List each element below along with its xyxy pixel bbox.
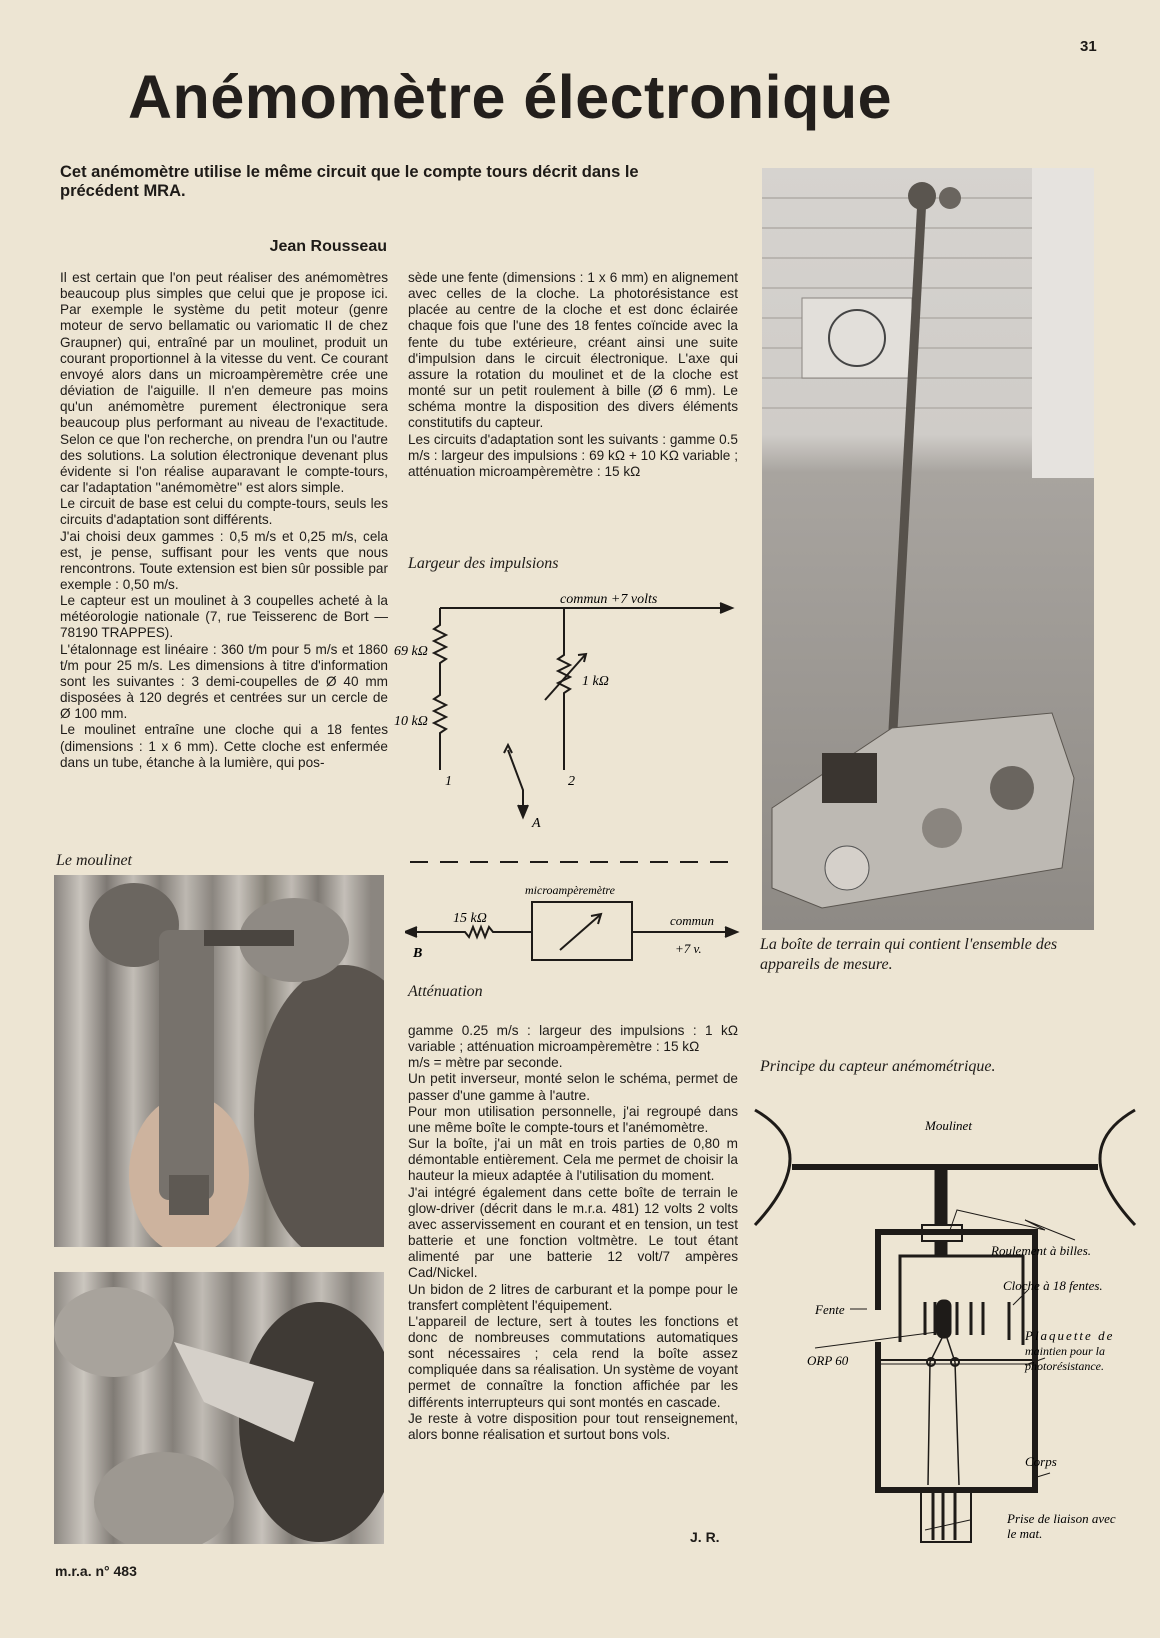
paragraph: Sur la boîte, j'ai un mât en trois parties de 0,80 m démontable entièrement. Cela me permet de choisir la hauteur la mieux adaptée à l'utilisation du moment. [408,1136,738,1184]
page-number: 31 [1080,38,1097,55]
text-column-2-bottom [408,1023,738,1443]
paragraph: Le capteur est un moulinet à 3 coupelles acheté à la météorologie nationale (7, rue Teisserenc de Bort — 78190 TRAPPES). [60,593,388,641]
paragraph: J'ai intégré également dans cette boîte de terrain le glow-driver (décrit dans le m.r.a. 481) 12 volts 2 volts avec asservissement en courant et en tension, un test batterie et une fonction voltmètre. Le tout étant alimenté par une batterie 12 volt/7 ampères Cad/Nickel. [408,1184,738,1281]
circuit-largeur-diagram [390,575,740,875]
left-cup [755,1110,790,1225]
author: Jean Rousseau [269,238,387,255]
paragraph: Le circuit de base est celui du compte-tours, seuls les circuits d'adaptation sont différents. [60,496,388,528]
label-prise-1: Prise de liaison avec [1007,1511,1116,1526]
paragraph: Il est certain que l'on peut réaliser des anémomètres beaucoup plus simples que celui que je propose ici. Par exemple le système du petit moteur (genre moteur de servo bellamatic ou variomatic II de chez Graupner) qui, entraîné par un moulinet, produit un courant proportionnel à la vitesse du vent. Ce courant envoyé alors dans un microampèremètre crée une déviation de l'aiguille. Il n'en demeure pas moins qu'un anémomètre purement électronique sera beaucoup plus performant au niveau de l'exactitude. Selon ce que l'on recherche, on prendra l'un ou l'autre des solutions. La solution électronique devenant plus évidente si l'on réalise auparavant le compte-tours, car l'adaptation ''anémomètre'' est alors simple. [60,270,388,496]
arrow-head [720,603,732,613]
photo-coupelles [54,1272,384,1544]
label-fente: Fente [815,1302,845,1317]
label-roulement: Roulement à billes. [991,1243,1092,1258]
label-pot: 1 kΩ [582,674,609,689]
label-plus: +7 v. [675,941,702,956]
paragraph: Le moulinet entraîne une cloche qui a 18 fentes (dimensions : 1 x 6 mm). Cette cloche est enfermée dans un tube, étanche à la lumière, qui pos- [60,722,388,770]
paragraph: L'appareil de lecture, sert à toutes les fonctions et donc de nombreuses commutations automatiques sont nécessaires ; cela rend la boîte assez compliquée dans sa réalisation. Un système de voyant permet de connaître la fonction affichée par les différents interrupteurs qui sont montés en cascade. [408,1313,738,1410]
paragraph: J'ai choisi deux gammes : 0,5 m/s et 0,25 m/s, cela est, je pense, suffisant pour les vents que nous rencontrons. Toute extension est bien sûr possible par exemple : 0,50 m/s. [60,528,388,592]
label-cloche: Cloche à 18 fentes. [1003,1278,1103,1293]
caption-attenuation: Atténuation [408,983,483,1000]
paragraph: sède une fente (dimensions : 1 x 6 mm) en alignement avec celles de la cloche. La photorésistance est placée au centre de la cloche et est donc éclairée chaque fois que l'une des 18 fentes coïncide avec la fente du tube extérieure, créant ainsi une suite d'impulsion dans le circuit électronique. L'axe qui assure la rotation du moulinet et de la cloche est monté sur un petit roulement à bille (Ø 6 mm). Le schéma montre la disposition des divers éléments constitutifs du capteur. [408,270,738,431]
caption-largeur: Largeur des impulsions [408,555,559,572]
resistor-15k [407,927,532,937]
label-plaquette-1: Plaquette de [1025,1328,1115,1343]
label-r2: 10 kΩ [394,714,428,729]
capteur-diagram [745,1090,1145,1550]
label-plaquette-2: maintien pour la [1025,1344,1105,1358]
label-commun: commun [670,913,715,928]
circuit-attenuation-diagram [405,880,745,980]
label-switch-a: A [532,816,541,831]
right-cup [1100,1110,1135,1225]
paragraph: Un bidon de 2 litres de carburant et la pompe pour le transfert complètent l'équipement. [408,1281,738,1313]
resistor-69k [434,608,446,770]
paragraph: Pour mon utilisation personnelle, j'ai regroupé dans une même boîte le compte-tours et l'anémomètre. [408,1103,738,1135]
text-column-2-top [408,270,738,480]
field-box-photo-illustration [762,168,1094,930]
paragraph: Les circuits d'adaptation sont les suivants : gamme 0.5 m/s : largeur des impulsions : 69 kΩ + 10 KΩ variable ; atténuation microampèremètre : 15 kΩ [408,431,738,479]
label-b: B [413,946,423,961]
caption-boite: La boîte de terrain qui contient l'ensemble des appareils de mesure. [760,936,1058,973]
text-column-1 [60,270,388,771]
meter-needle [560,915,600,950]
label-commun: commun +7 volts [560,592,658,607]
cloche [900,1256,1023,1345]
label-plaquette-3: photorésistance. [1025,1359,1104,1373]
caption-moulinet: Le moulinet [56,852,132,869]
paragraph: m/s = mètre par seconde. [408,1055,563,1071]
label-r: 15 kΩ [453,911,487,926]
paragraph: Je reste à votre disposition pour tout renseignement, alors bonne réalisation et surtout bons vols. [408,1410,738,1442]
label-prise-2: le mat. [1007,1526,1043,1541]
potentiometer-1k [558,608,570,770]
signature: J. R. [690,1529,720,1545]
connector [921,1492,971,1542]
cups-photo-illustration [54,1272,384,1544]
photo-moulinet [54,875,384,1247]
article-lead: Cet anémomètre utilise le même circuit que le compte tours décrit dans le précédent MRA. [60,163,639,200]
photoresistor [937,1300,951,1338]
article-title: Anémomètre électronique [128,63,893,131]
label-meter: microampèremètre [525,883,615,897]
label-terminal-1: 1 [445,774,452,789]
caption-principe: Principe du capteur anémométrique. [760,1058,996,1075]
anemometer-photo-illustration [54,875,384,1247]
label-corps: Corps [1025,1454,1057,1469]
paragraph: L'étalonnage est linéaire : 360 t/m pour 5 m/s et 1860 t/m pour 25 m/s. Les dimensions à titre d'information sont les suivantes : 3 demi-coupelles de Ø 40 mm disposées à 120 degrés et centrées sur un cercle de Ø 100 mm. [60,641,388,722]
paragraph: gamme 0.25 m/s : largeur des impulsions : 1 kΩ variable ; atténuation microampèremètre : 15 kΩ [408,1023,738,1055]
label-orp: ORP 60 [807,1353,849,1368]
footer-issue: m.r.a. n° 483 [55,1563,137,1579]
label-terminal-2: 2 [568,774,575,789]
paragraph: Un petit inverseur, monté selon le schéma, permet de passer d'une gamme à l'autre. [408,1071,738,1103]
label-r1: 69 kΩ [394,644,428,659]
photo-boite-terrain [762,168,1094,930]
label-moulinet: Moulinet [925,1118,972,1133]
